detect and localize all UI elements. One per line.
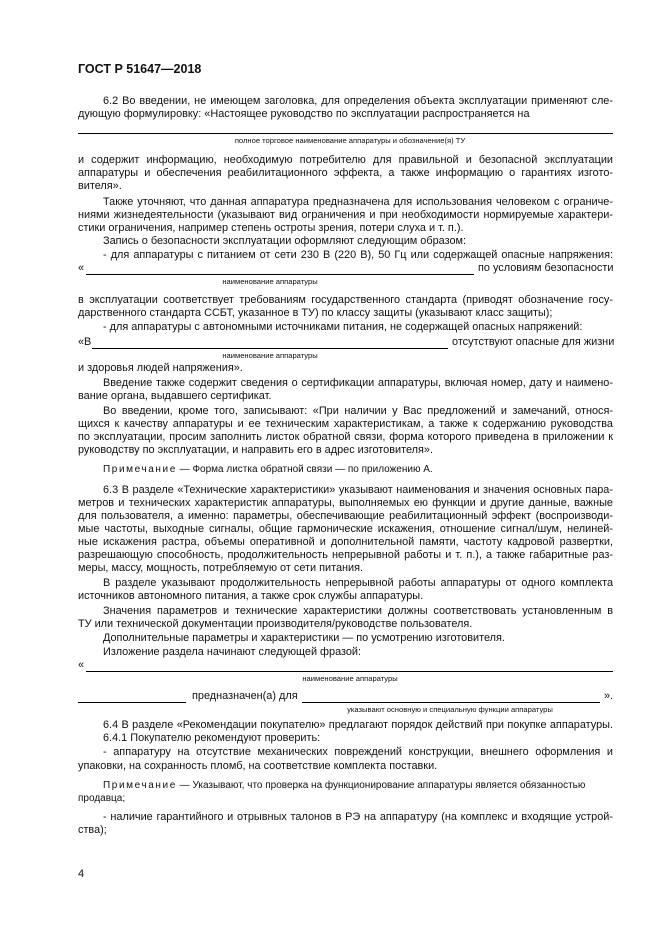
purpose-label: предназначен(а) для xyxy=(192,690,298,702)
note xyxy=(103,464,433,477)
paragraph-line: по эксплуатации, просим заполнить листок обратной связи, форма которого приведена в приложении к xyxy=(78,431,613,443)
paragraph-line: Во введении, кроме того, записывают: «При наличии у Вас предложений и замечаний, относя- xyxy=(103,405,613,417)
paragraph-line: ТУ или технической документации производителя/руководстве пользователя. xyxy=(78,618,473,630)
paragraph-line: Также уточняют, что данная аппаратура предназначена для использования человеком с ограниче- xyxy=(103,196,613,208)
open-quote: « xyxy=(78,659,85,671)
open-quote: «В xyxy=(78,336,92,348)
field-caption: наименование аппаратуры xyxy=(222,277,318,286)
paragraph-line: Запись о безопасности эксплуатации оформляют следующим образом: xyxy=(103,235,467,247)
paragraph-line: ные искажения растра, объемы оперативной и дополнительной памяти, частоту кадровой развертки, xyxy=(78,536,613,548)
safety-tail: по условиям безопасности xyxy=(478,262,614,274)
paragraph-line: в эксплуатации соответствует требованиям государственного стандарта (приводят обозначение госу- xyxy=(78,294,613,306)
paragraph-line: разрешающую способность, продолжительность непрерывной работы и т. п.), а также габаритные раз- xyxy=(78,549,613,561)
paragraph-line: меры, массу, мощность, потребляемую от сети питания. xyxy=(78,562,364,574)
page-number: 4 xyxy=(78,868,85,880)
paragraph-line: дарственного стандарта ССБТ, указанное в ТУ) по классу защиты (указывают класс защиты); xyxy=(78,307,553,319)
fill-in-line xyxy=(92,348,448,349)
paragraph-line: - для аппаратуры с питанием от сети 230 В (220 В), 50 Гц или содержащей опасные напряжения: xyxy=(103,249,613,261)
paragraph-line: мые частоты, выходные сигналы, общие гармонические искажения, отношение сигнал/шум, нелиней- xyxy=(78,523,613,535)
field-caption: указывают основную и специальную функции аппаратуры xyxy=(347,705,553,714)
paragraph-line: упаковки, на сохранность пломб, на соответствие комплекта поставки. xyxy=(78,760,438,772)
note-text: — Форма листка обратной связи — по приложению А. xyxy=(176,464,433,475)
paragraph-line: Дополнительные параметры и характеристики — по усмотрению изготовителя. xyxy=(103,632,505,644)
fill-in-line xyxy=(86,671,613,672)
paragraph-line: ниями жизнедеятельности (указывают вид ограничения и при необходимости нормируемые характери- xyxy=(78,209,613,221)
paragraph-line: щихся к качеству аппаратуры и ее техническим характеристикам, а также к содержанию руководства xyxy=(78,418,613,430)
fill-in-line xyxy=(302,702,600,703)
fill-in-line xyxy=(86,274,474,275)
paragraph-line: - для аппаратуры с автономными источниками питания, не содержащей опасных напряжений: xyxy=(103,321,583,333)
paragraph-line: Изложение раздела начинают следующей фразой: xyxy=(103,646,362,658)
paragraph-line: - аппаратуру на отсутствие механических повреждений конструкции, внешнего оформления и xyxy=(103,746,613,758)
paragraph-line: Значения параметров и технические характеристики должны соответствовать установленным в xyxy=(103,605,613,617)
paragraph-line: 6.4 В разделе «Рекомендации покупателю» предлагают порядок действий при покупке аппаратуры. xyxy=(103,719,613,731)
field-caption: наименование аппаратуры xyxy=(302,674,398,683)
paragraph-line: дующую формулировку: «Настоящее руководство по эксплуатации распространяется на xyxy=(78,108,530,120)
paragraph-line: 6.3 В разделе «Технические характеристики» указывают наименования и значения основных пара- xyxy=(103,484,613,496)
field-caption: наименование аппаратуры xyxy=(222,351,318,360)
fill-in-line xyxy=(78,702,186,703)
document-header: ГОСТ Р 51647—2018 xyxy=(78,62,202,76)
paragraph-line: продавца; xyxy=(78,793,126,804)
paragraph-line: метров и технических характеристик аппаратуры, выполняемых ею функции и другие данные, важные xyxy=(78,497,613,509)
paragraph-line: 6.4.1 Покупателю рекомендуют проверить: xyxy=(103,732,321,744)
paragraph-line: вание органа, выдавшего сертификат. xyxy=(78,390,272,402)
paragraph-line: и здоровья людей напряжения». xyxy=(78,362,243,374)
paragraph-line: источников автономного питания, а также срок службы аппаратуры. xyxy=(78,590,424,602)
paragraph-line: вителя». xyxy=(78,180,122,192)
note xyxy=(103,780,585,793)
close-quote: ». xyxy=(604,690,614,702)
no-voltage-tail: отсутствуют опасные для жизни xyxy=(452,336,615,348)
paragraph-line: Введение также содержит сведения о сертификации аппаратуры, включая номер, дату и наимено- xyxy=(103,377,613,389)
paragraph-line: стики ограничения, например степень остроты зрения, потери слуха и т. п.). xyxy=(78,222,464,234)
paragraph-line: для пользователя, а именно: параметры, обеспечивающие реабилитационный эффект (воспроизводи- xyxy=(78,510,613,522)
field-caption: полное торговое наименование аппаратуры и обозначение(я) ТУ xyxy=(234,136,466,145)
paragraph-line: ства); xyxy=(78,824,107,836)
paragraph-line: - наличие гарантийного и отрывных талонов в РЭ на аппаратуру (на комплекс и входящие устрой- xyxy=(103,811,613,823)
note-text: — Указывают, что проверка на функционирование аппаратуры является обязанностью xyxy=(176,780,586,791)
open-quote: « xyxy=(78,262,85,274)
paragraph-line: 6.2 Во введении, не имеющем заголовка, для определения объекта эксплуатации применяют сле- xyxy=(103,95,613,107)
paragraph-line: и содержит информацию, необходимую потребителю для правильной и безопасной эксплуатации xyxy=(78,154,613,166)
fill-in-line xyxy=(78,133,613,134)
paragraph-line: аппаратуры и обеспечения реабилитационного эффекта, а также информацию о гарантиях изгото- xyxy=(78,167,613,179)
note-label: Примечание xyxy=(103,464,177,475)
paragraph-line: руководству по эксплуатации, и направить его в адрес изготовителя». xyxy=(78,444,433,456)
note-label: Примечание xyxy=(103,780,177,791)
paragraph-line: В разделе указывают продолжительность непрерывной работы аппаратуры от одного комплекта xyxy=(103,577,613,589)
